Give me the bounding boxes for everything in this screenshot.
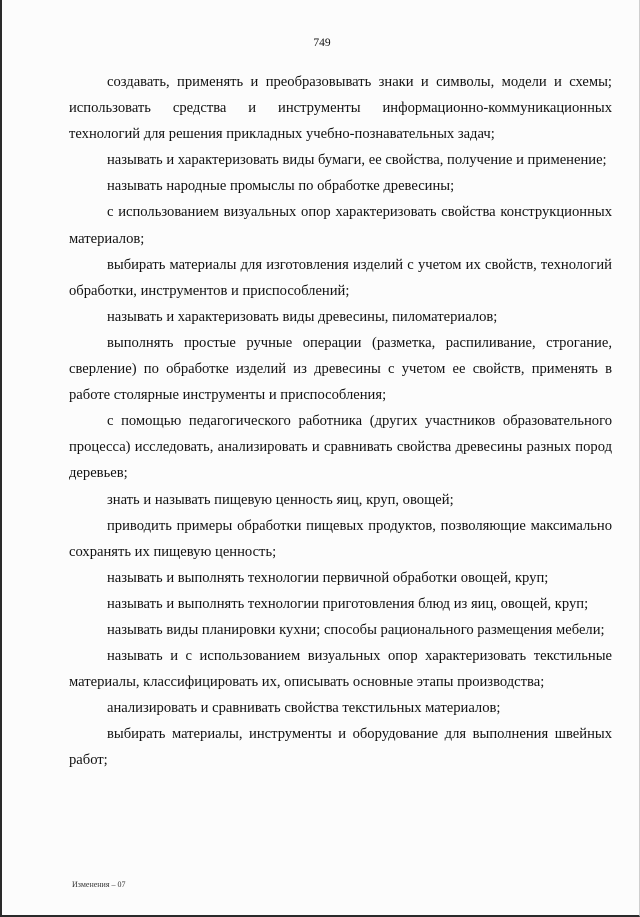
paragraph: знать и называть пищевую ценность яиц, круп, овощей; [107,491,454,508]
paragraph: анализировать и сравнивать свойства текстильных материалов; [107,700,501,717]
paragraph: выбирать материалы, инструменты и оборудование для выполнения швейных работ; [69,726,612,769]
paragraph: создавать, применять и преобразовывать знаки и символы, модели и схемы; использовать средства и инструменты информационно-коммуникационных технологий для решения прикладных учебно-познавательных задач; [69,74,612,143]
paragraph: выполнять простые ручные операции (разметка, распиливание, строгание, сверление) по обработке изделий из древесины с учетом ее свойств, применять в работе столярные инструменты и приспособления; [69,334,612,404]
paragraph: выбирать материалы для изготовления изделий с учетом их свойств, технологий обработки, инструментов и приспособлений; [69,256,612,299]
paragraph: называть и характеризовать виды древесины, пиломатериалов; [107,308,498,325]
paragraph: называть и выполнять технологии приготовления блюд из яиц, овощей, круп; [107,595,589,612]
paragraph: называть и с использованием визуальных опор характеризовать текстильные материалы, классифицировать их, описывать основные этапы производства; [69,648,612,691]
paragraph: приводить примеры обработки пищевых продуктов, позволяющие максимально сохранять их пищевую ценность; [69,517,612,560]
paragraph: называть народные промыслы по обработке древесины; [107,178,455,195]
page-number: 749 [313,37,331,49]
paragraph: с помощью педагогического работника (других участников образовательного процесса) исследовать, анализировать и сравнивать свойства древесины разных пород деревьев; [69,413,612,482]
footer-revision-note: Изменения – 07 [72,880,126,889]
paragraph: с использованием визуальных опор характеризовать свойства конструкционных материалов; [69,204,612,247]
paragraph: называть виды планировки кухни; способы рационального размещения мебели; [107,621,605,638]
paragraph: называть и выполнять технологии первичной обработки овощей, круп; [107,569,549,586]
paragraph: называть и характеризовать виды бумаги, ее свойства, получение и применение; [107,152,607,169]
body-text [69,69,612,774]
